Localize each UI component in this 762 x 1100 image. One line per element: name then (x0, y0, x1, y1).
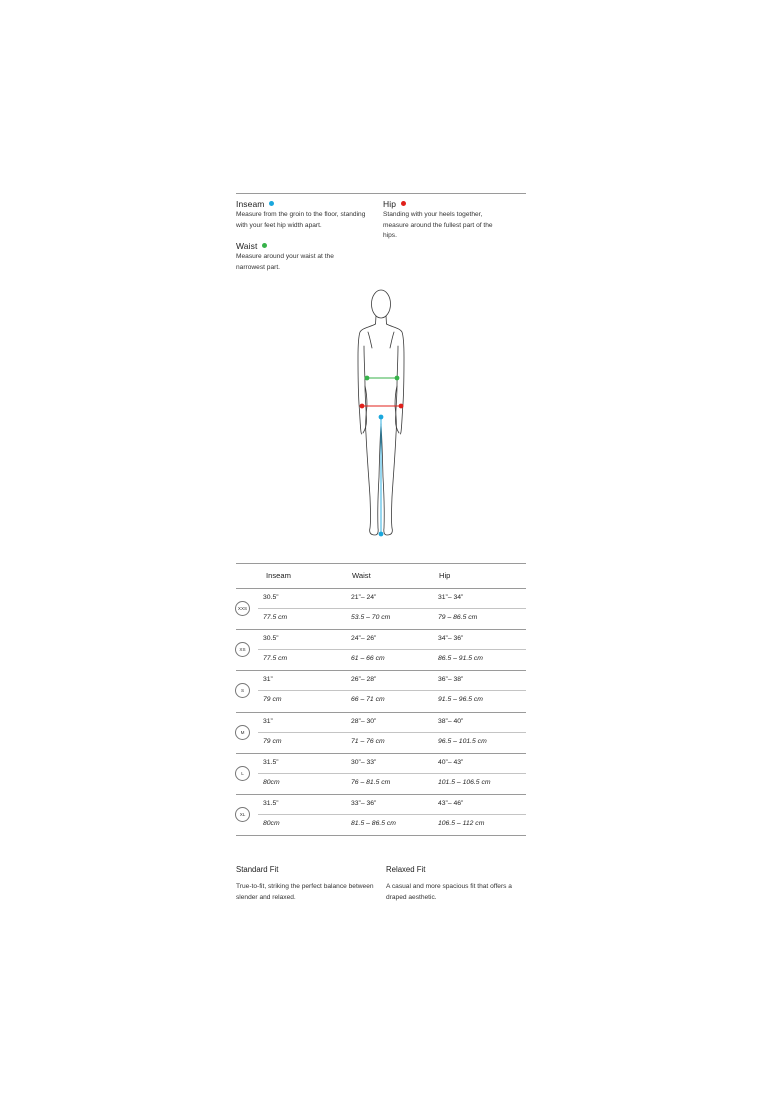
relaxed-fit-description: A casual and more spacious fit that offers a draped aesthetic. (386, 883, 512, 901)
inseam-label: Inseam (236, 199, 265, 209)
waist-description: Measure around your waist at the narrowest part. (236, 253, 334, 271)
standard-fit-description: True-to-fit, striking the perfect balance between slender and relaxed. (236, 883, 374, 901)
header-hip: Hip (439, 571, 451, 580)
hip-inches-cell: 40”– 43” (438, 758, 464, 766)
waist-inches-cell: 33”– 36” (351, 800, 377, 807)
size-badge: M (235, 725, 250, 740)
row-inner-divider (258, 690, 526, 691)
standard-fit-title: Standard Fit (236, 865, 279, 874)
body-silhouette-icon (340, 282, 422, 544)
size-badge: L (235, 766, 250, 781)
inseam-inches-cell: 31.5” (263, 800, 279, 807)
hip-inches-cell: 38”– 40” (438, 717, 464, 725)
hip-cm-cell: 86.5 – 91.5 cm (438, 655, 483, 663)
size-badge: XXS (235, 601, 250, 616)
row-inner-divider (258, 773, 526, 774)
row-divider (236, 629, 526, 630)
row-divider (236, 835, 526, 836)
waist-cm-cell: 61 – 66 cm (351, 655, 385, 663)
row-inner-divider (258, 814, 526, 815)
hip-label: Hip (383, 199, 397, 209)
inseam-inches-cell: 31” (263, 717, 273, 725)
inseam-inches-cell: 31” (263, 676, 273, 684)
hip-cm-cell: 79 – 86.5 cm (438, 614, 478, 621)
waist-inches-cell: 28”– 30” (351, 717, 377, 725)
hip-description: Standing with your heels together, measure around the fullest part of the hips. (383, 211, 493, 239)
waist-cm-cell: 76 – 81.5 cm (351, 778, 391, 786)
table-header-divider (236, 588, 526, 589)
inseam-cm-cell: 79 cm (263, 737, 282, 745)
header-inseam: Inseam (266, 571, 291, 580)
waist-inches-cell: 21”– 24” (351, 594, 377, 601)
hip-inches-cell: 31”– 34” (438, 594, 464, 601)
size-badge: XL (235, 807, 250, 822)
waist-label: Waist (236, 241, 258, 251)
size-badge: XS (235, 642, 250, 657)
waist-inches-cell: 24”– 26” (351, 635, 377, 643)
row-inner-divider (258, 649, 526, 650)
inseam-cm-cell: 80cm (263, 778, 280, 786)
hip-dot-icon (401, 201, 406, 206)
header-waist: Waist (352, 571, 371, 580)
waist-dot-icon (262, 243, 267, 248)
waist-heading (236, 241, 267, 251)
inseam-inches-cell: 30.5” (263, 635, 279, 643)
inseam-inches-cell: 31.5” (263, 758, 279, 766)
row-divider (236, 670, 526, 671)
relaxed-fit-title: Relaxed Fit (386, 865, 426, 874)
waist-cm-cell: 81.5 – 86.5 cm (351, 820, 396, 827)
waist-cm-cell: 53.5 – 70 cm (351, 614, 391, 621)
inseam-inches-cell: 30.5” (263, 594, 279, 601)
inseam-cm-cell: 79 cm (263, 696, 282, 704)
inseam-dot-icon (269, 201, 274, 206)
waist-cm-cell: 71 – 76 cm (351, 737, 385, 745)
top-divider (236, 193, 526, 194)
hip-cm-cell: 91.5 – 96.5 cm (438, 696, 483, 704)
row-divider (236, 794, 526, 795)
inseam-cm-cell: 77.5 cm (263, 655, 288, 663)
hip-heading (383, 199, 406, 209)
table-top-divider (236, 563, 526, 564)
inseam-description: Measure from the groin to the floor, standing with your feet hip width apart. (236, 211, 366, 229)
row-divider (236, 712, 526, 713)
hip-inches-cell: 34”– 36” (438, 635, 464, 643)
inseam-cm-cell: 80cm (263, 820, 280, 827)
inseam-heading (236, 199, 274, 209)
waist-inches-cell: 30”– 33” (351, 758, 377, 766)
inseam-cm-cell: 77.5 cm (263, 614, 288, 621)
hip-inches-cell: 43”– 46” (438, 800, 464, 807)
size-badge: S (235, 683, 250, 698)
hip-inches-cell: 36”– 38” (438, 676, 464, 684)
row-divider (236, 753, 526, 754)
hip-cm-cell: 106.5 – 112 cm (438, 820, 485, 827)
waist-inches-cell: 26”– 28” (351, 676, 377, 684)
row-inner-divider (258, 608, 526, 609)
hip-cm-cell: 96.5 – 101.5 cm (438, 737, 487, 745)
hip-cm-cell: 101.5 – 106.5 cm (438, 778, 491, 786)
waist-cm-cell: 66 – 71 cm (351, 696, 385, 704)
row-inner-divider (258, 732, 526, 733)
